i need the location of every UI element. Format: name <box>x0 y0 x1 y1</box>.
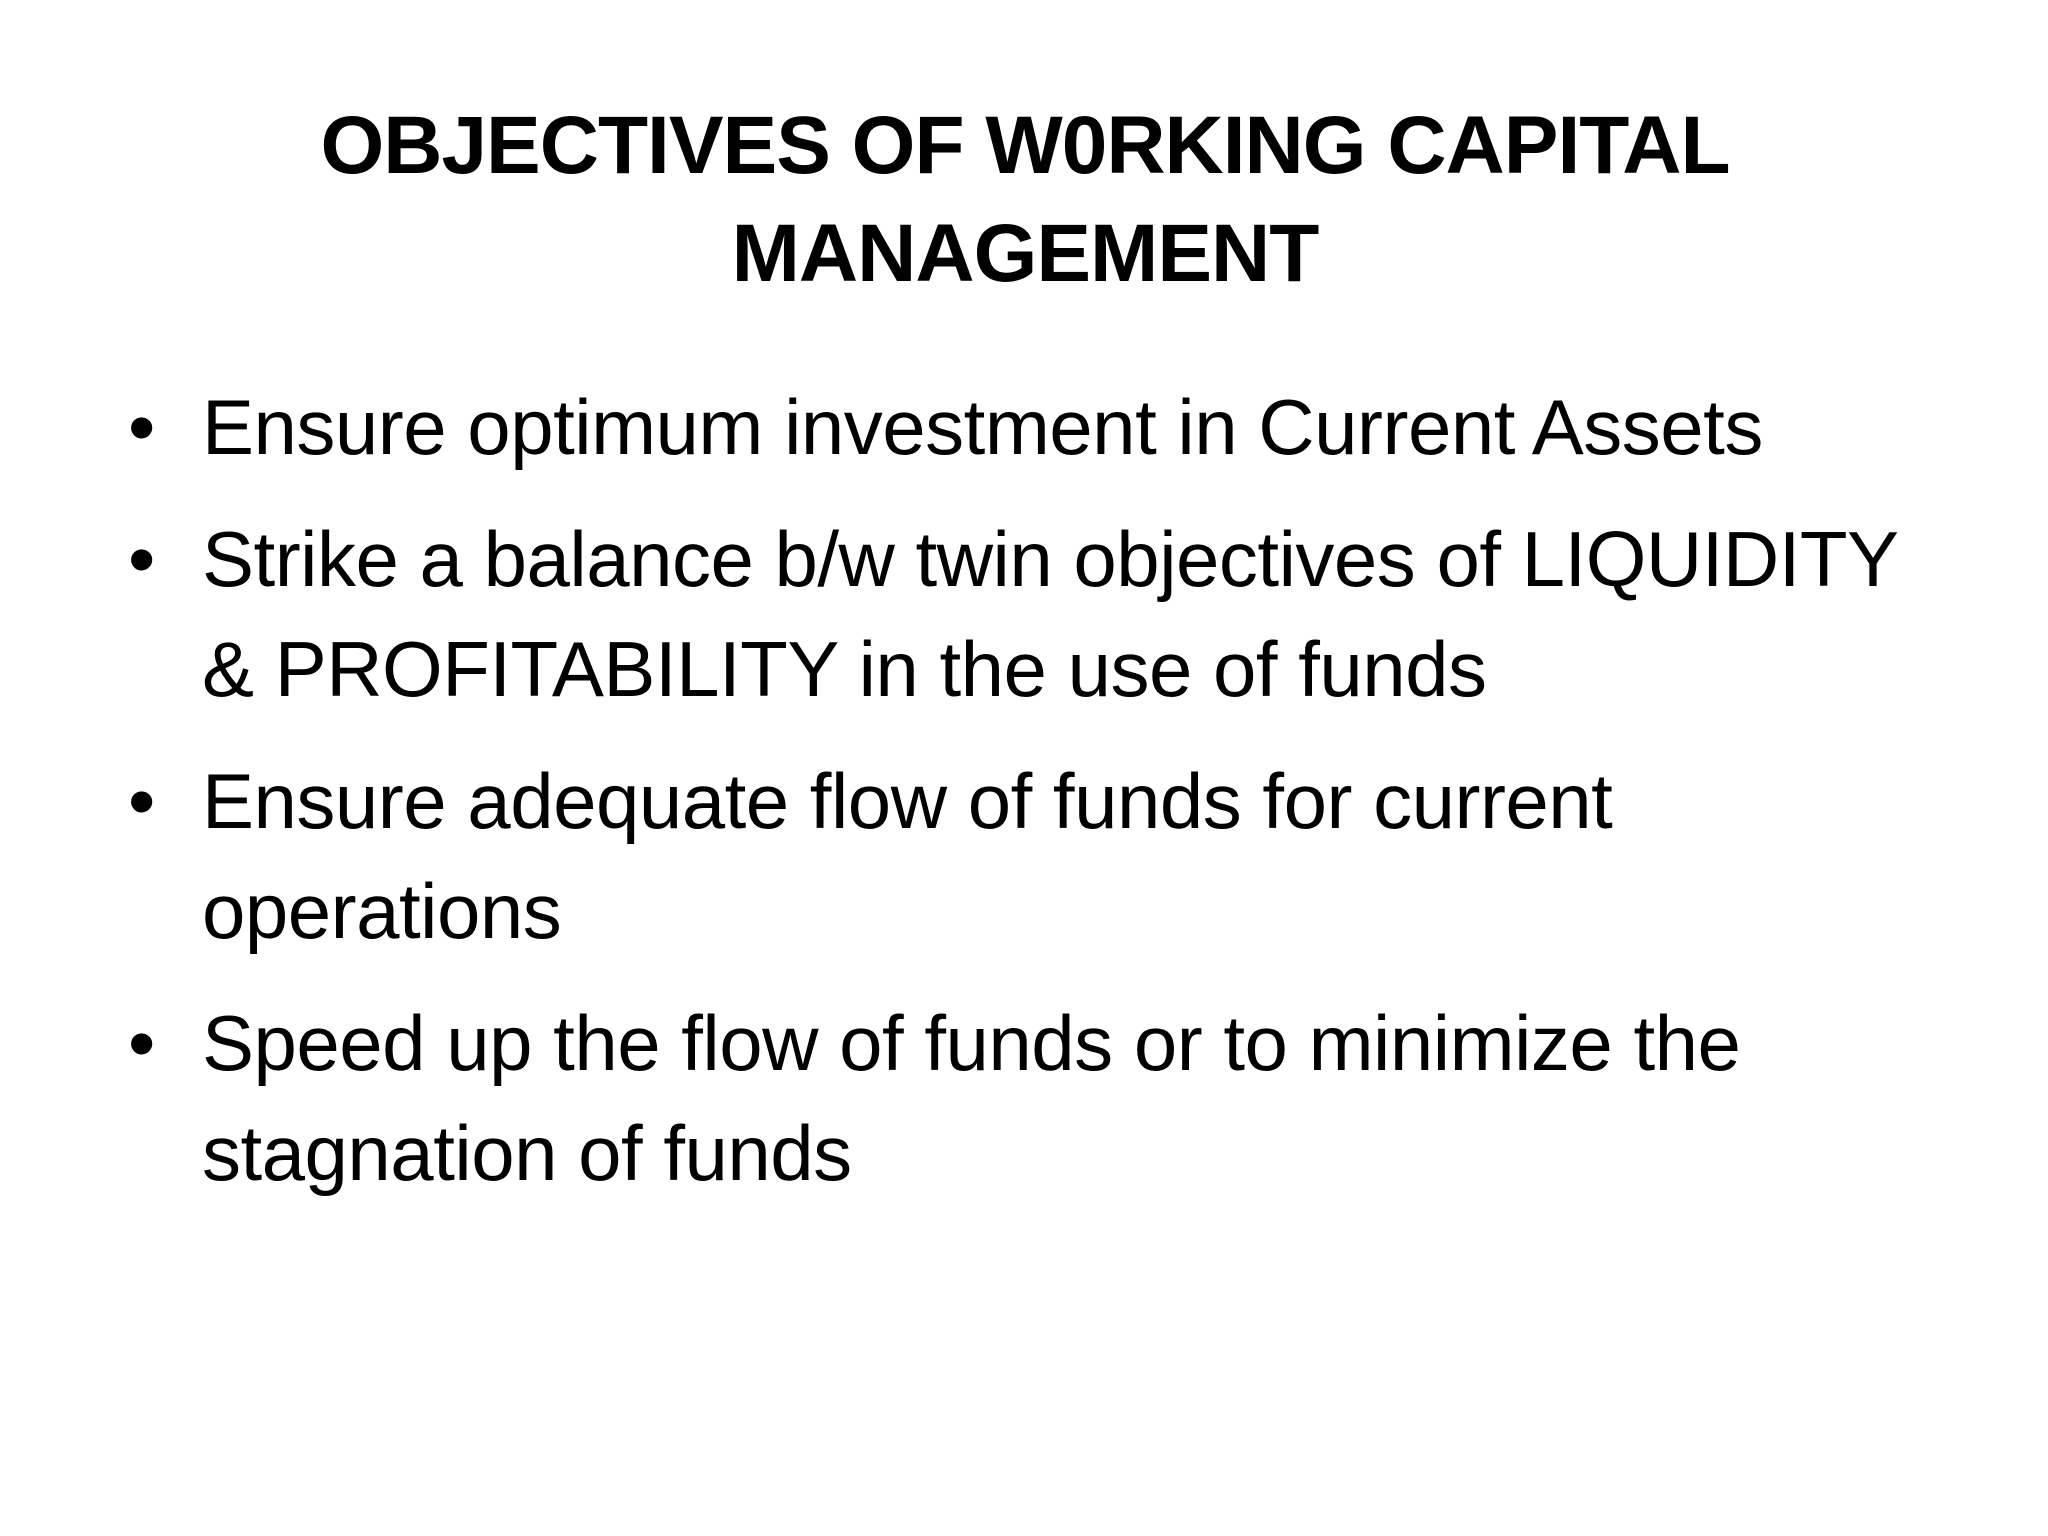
bullet-item <box>120 988 1960 1208</box>
slide-title-line-2: MANAGEMENT <box>731 208 1319 299</box>
bullet-list <box>120 372 1960 1230</box>
bullet-item <box>120 372 1960 482</box>
bullet-dot-icon: • <box>128 999 155 1087</box>
bullet-dot-icon: • <box>128 515 155 603</box>
bullet-text: Strike a balance b/w twin objectives of LIQUIDITY & PROFITABILITY in the use of funds <box>202 515 1898 713</box>
bullet-item <box>120 746 1960 966</box>
slide-title-line-1: OBJECTIVES OF W0RKING CAPITAL <box>320 100 1730 191</box>
bullet-item <box>120 504 1960 724</box>
bullet-text: Ensure adequate flow of funds for current operations <box>202 757 1613 955</box>
bullet-text: Speed up the flow of funds or to minimize the stagnation of funds <box>202 999 1741 1197</box>
slide-title <box>140 92 1910 308</box>
bullet-dot-icon: • <box>128 757 155 845</box>
bullet-text: Ensure optimum investment in Current Assets <box>202 383 1763 471</box>
bullet-dot-icon: • <box>128 383 155 471</box>
